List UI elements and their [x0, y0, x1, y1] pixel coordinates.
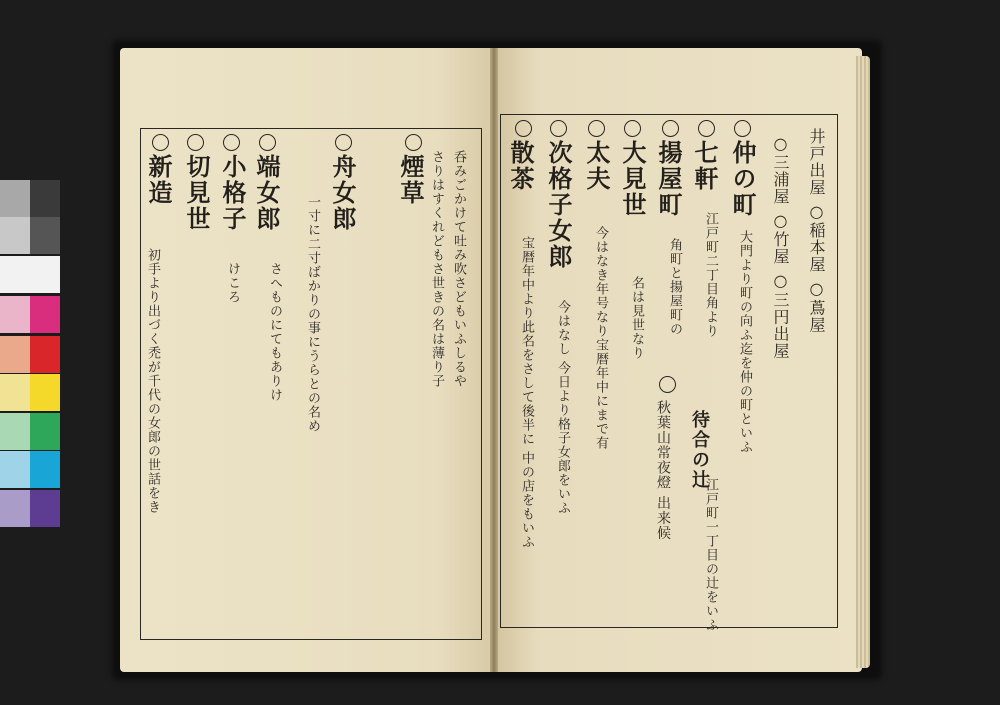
entry-text: 角町と揚屋町の [667, 238, 682, 336]
entry-text: 大門より町の向ふ迄を仲の町といふ [737, 230, 752, 454]
entry-heading: 太夫 [582, 140, 611, 192]
swatch [0, 413, 30, 450]
swatch [30, 413, 60, 450]
swatch [30, 180, 60, 217]
swatch [0, 296, 30, 333]
entry-heading: 待合の辻 [689, 410, 710, 490]
entry-heading: 切見世 [182, 154, 211, 232]
entry-marker-circle [550, 120, 567, 137]
entry-text: 秋葉山常夜燈 出来候 [655, 400, 671, 541]
entry-text: 初手より出づく禿が千代の女郎の世話をき [145, 248, 160, 514]
swatch [30, 451, 60, 488]
entry-heading: 小格子 [218, 154, 247, 232]
entry-text: さへものにてもありけ [267, 262, 282, 402]
swatch [30, 374, 60, 411]
entry-heading: 仲の町 [728, 140, 757, 218]
entry-text: けころ [225, 262, 240, 304]
entry-marker-circle [152, 134, 169, 151]
entry-heading: 散茶 [506, 140, 535, 192]
swatch [0, 256, 30, 293]
entry-heading: 端女郎 [252, 154, 281, 232]
color-calibration-strip [0, 180, 60, 530]
entry-text: 今はなし 今日より格子女郎をいふ [555, 300, 570, 516]
entry-marker-circle [624, 120, 641, 137]
entry-text: 一寸に二寸ばかりの事にうらとの名め [305, 195, 320, 433]
swatch [0, 180, 30, 217]
swatch [30, 256, 60, 293]
swatch [0, 451, 30, 488]
page-edges [856, 56, 870, 668]
swatch [30, 336, 60, 373]
entry-marker-circle [698, 120, 715, 137]
swatch [30, 217, 60, 254]
entry-marker-circle [223, 134, 240, 151]
entry-marker-circle [187, 134, 204, 151]
entry-marker-circle [659, 376, 676, 393]
swatch [0, 217, 30, 254]
entry-heading: 揚屋町 [654, 140, 683, 218]
entry-text: 今はなき年号なり宝暦年中にまで有 [593, 226, 608, 450]
swatch [30, 296, 60, 333]
entry-marker-circle [335, 134, 352, 151]
entry-text: 呑みごかけて吐み吹さどもいふしるや [451, 150, 466, 388]
entry-heading: 舟女郎 [328, 154, 357, 232]
swatch [0, 336, 30, 373]
entry-marker-circle [662, 120, 679, 137]
entry-text: 名は見世なり [629, 276, 644, 360]
swatch [0, 374, 30, 411]
entry-marker-circle [734, 120, 751, 137]
entry-text: 宝暦年中より此名をさして後半に 中の店をもいふ [519, 236, 534, 550]
entry-heading: 大見世 [618, 140, 647, 218]
book-gutter [490, 48, 498, 672]
entry-marker-circle [259, 134, 276, 151]
entry-heading: 新造 [144, 154, 173, 206]
swatch [30, 490, 60, 527]
entry-heading: 煙草 [396, 154, 425, 206]
house-list: ○三浦屋 ○竹屋 ○三円出屋 [771, 134, 790, 360]
house-list: 井戸出屋 ○稲本屋 ○蔦屋 [807, 128, 826, 334]
entry-marker-circle [588, 120, 605, 137]
entry-heading: 次格子女郎 [544, 140, 573, 270]
entry-text: さりはすくれどもさ世きの名は薄り子 [429, 150, 444, 388]
entry-text: 江戸町二丁目角より [703, 212, 718, 338]
entry-text: 江戸町一丁目の辻をいふ [703, 478, 718, 632]
entry-marker-circle [405, 134, 422, 151]
entry-marker-circle [515, 120, 532, 137]
swatch [0, 490, 30, 527]
entry-heading: 七軒 [690, 140, 719, 192]
